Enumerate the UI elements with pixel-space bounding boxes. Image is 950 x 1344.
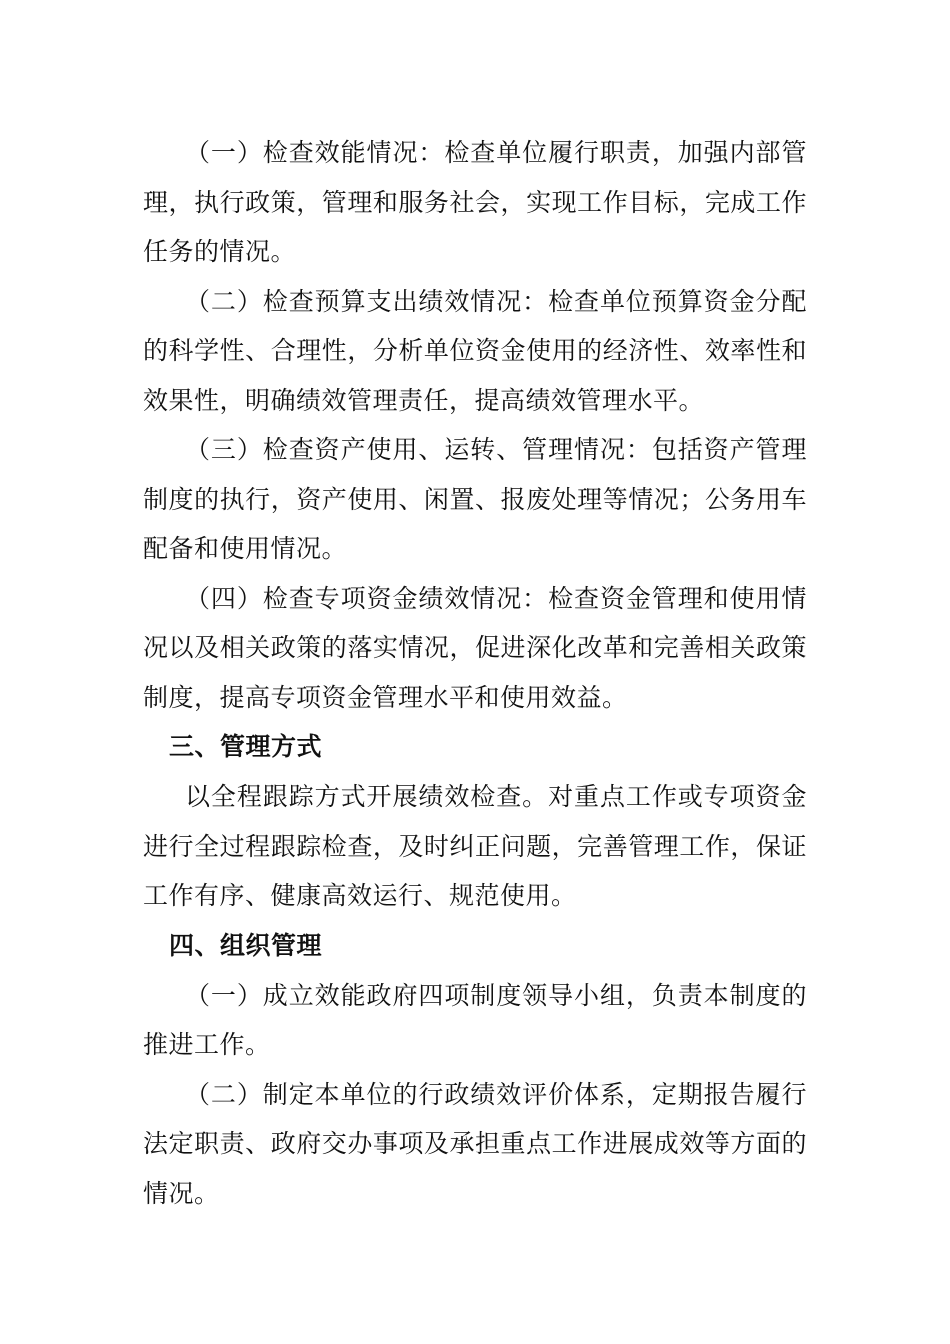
document-body xyxy=(143,128,807,1218)
paragraph-budget-performance: （二）检查预算支出绩效情况：检查单位预算资金分配的科学性、合理性，分析单位资金使用的经济性、效率性和效果性，明确绩效管理责任，提高绩效管理水平。 xyxy=(143,286,807,415)
heading-management-method: 三、管理方式 xyxy=(169,732,323,761)
paragraph-leading-group: （一）成立效能政府四项制度领导小组，负责本制度的推进工作。 xyxy=(143,980,807,1059)
paragraph-full-tracking: 以全程跟踪方式开展绩效检查。对重点工作或专项资金进行全过程跟踪检查，及时纠正问题，完善管理工作，保证工作有序、健康高效运行、规范使用。 xyxy=(143,782,807,910)
paragraph-special-funds: （四）检查专项资金绩效情况：检查资金管理和使用情况以及相关政策的落实情况，促进深化改革和完善相关政策制度，提高专项资金管理水平和使用效益。 xyxy=(143,583,807,712)
paragraph-asset-management: （三）检查资产使用、运转、管理情况：包括资产管理制度的执行，资产使用、闲置、报废处理等情况；公务用车配备和使用情况。 xyxy=(143,435,807,563)
heading-organization-management: 四、组织管理 xyxy=(169,930,323,960)
paragraph-evaluation-system: （二）制定本单位的行政绩效评价体系，定期报告履行法定职责、政府交办事项及承担重点工作进展成效等方面的情况。 xyxy=(143,1079,807,1208)
paragraph-efficiency-check: （一）检查效能情况：检查单位履行职责，加强内部管理，执行政策，管理和服务社会，实现工作目标，完成工作任务的情况。 xyxy=(143,138,807,266)
